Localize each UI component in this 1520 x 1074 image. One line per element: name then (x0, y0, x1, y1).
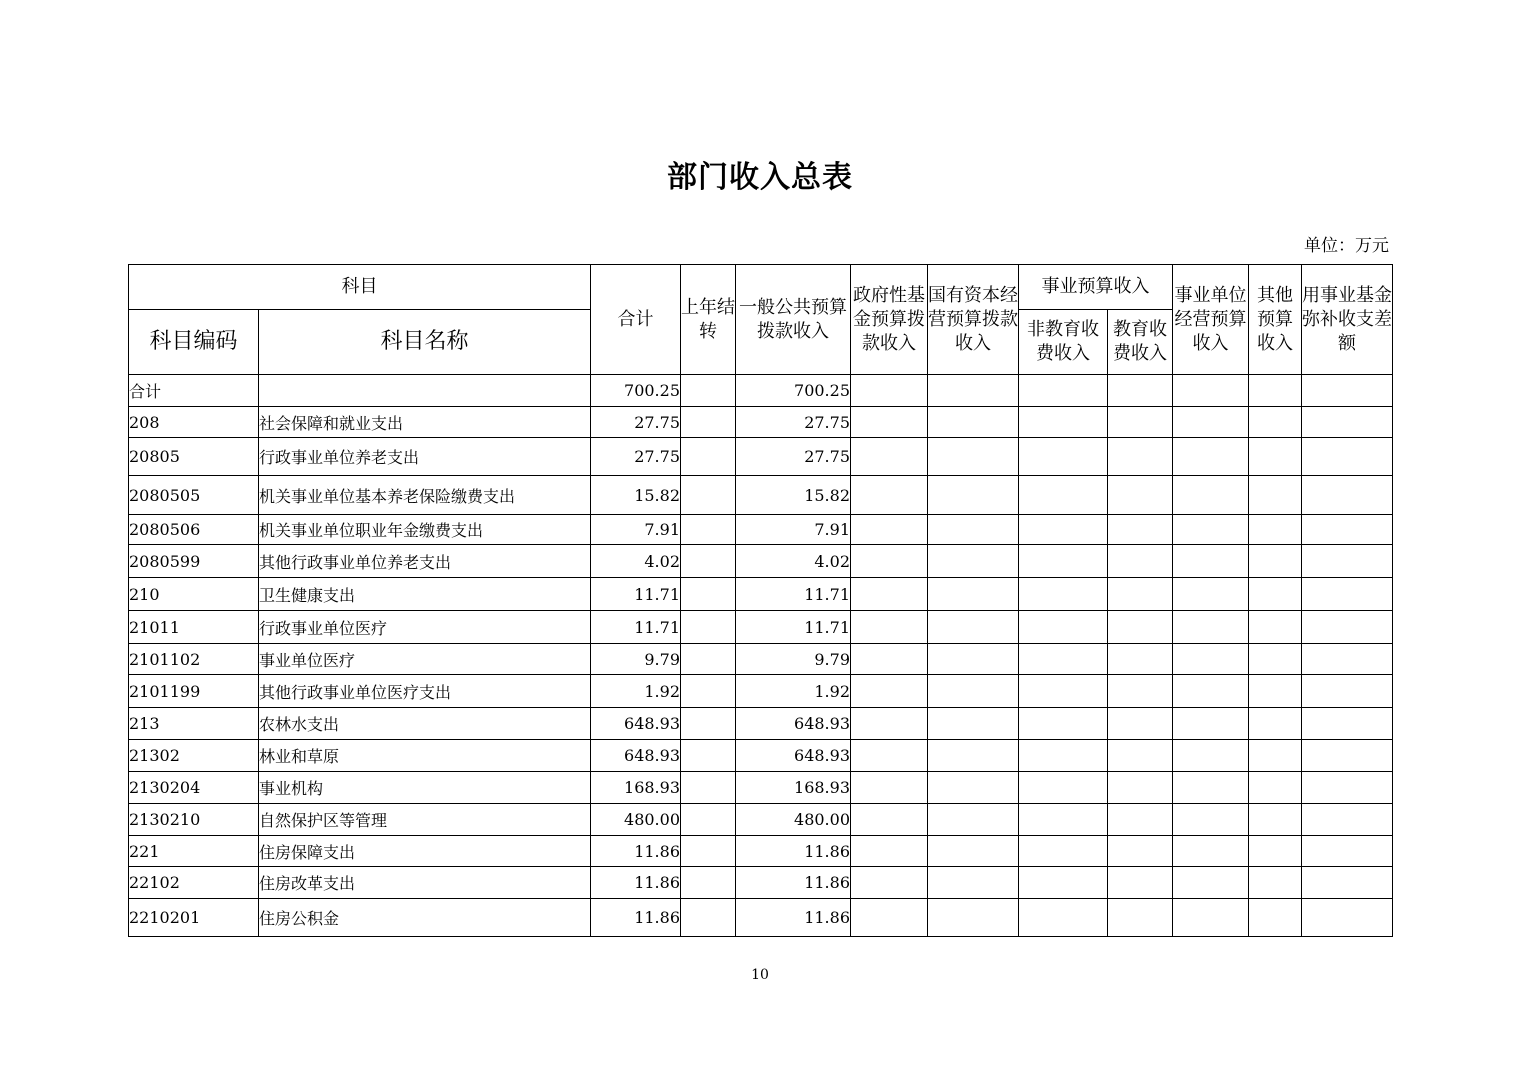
cell-state-capital (928, 899, 1019, 937)
cell-edu (1108, 899, 1173, 937)
cell-state-capital (928, 407, 1019, 438)
cell-name: 机关事业单位职业年金缴费支出 (259, 515, 591, 545)
cell-total: 11.86 (591, 899, 681, 937)
cell-operation (1173, 515, 1249, 545)
table-row (129, 476, 1393, 515)
cell-state-capital (928, 611, 1019, 644)
cell-code: 2080506 (129, 515, 259, 545)
cell-code: 221 (129, 836, 259, 867)
cell-general: 648.93 (736, 740, 851, 772)
cell-edu (1108, 545, 1173, 578)
cell-other (1249, 899, 1302, 937)
table-row (129, 611, 1393, 644)
header-state-capital: 国有资本经营预算拨款收入 (928, 265, 1019, 375)
cell-general: 168.93 (736, 772, 851, 804)
cell-carryover (681, 740, 736, 772)
cell-gov-fund (851, 708, 928, 740)
cell-other (1249, 438, 1302, 476)
cell-other (1249, 836, 1302, 867)
cell-non-edu (1019, 836, 1108, 867)
cell-state-capital (928, 675, 1019, 708)
cell-total: 27.75 (591, 438, 681, 476)
cell-carryover (681, 899, 736, 937)
cell-fund-supplement (1302, 675, 1393, 708)
cell-code: 213 (129, 708, 259, 740)
cell-total: 168.93 (591, 772, 681, 804)
cell-operation (1173, 644, 1249, 675)
cell-gov-fund (851, 611, 928, 644)
cell-edu (1108, 867, 1173, 899)
header-operation: 事业单位经营预算收入 (1173, 265, 1249, 375)
cell-state-capital (928, 375, 1019, 407)
header-edu: 教育收费收入 (1108, 310, 1173, 375)
cell-total: 15.82 (591, 476, 681, 515)
cell-other (1249, 708, 1302, 740)
table-row (129, 772, 1393, 804)
table-row (129, 804, 1393, 836)
table-row (129, 836, 1393, 867)
cell-edu (1108, 675, 1173, 708)
header-subject: 科目 (129, 265, 591, 310)
cell-carryover (681, 375, 736, 407)
cell-fund-supplement (1302, 476, 1393, 515)
header-fund-supplement: 用事业基金弥补收支差额 (1302, 265, 1393, 375)
cell-edu (1108, 804, 1173, 836)
table-row (129, 644, 1393, 675)
header-code: 科目编码 (129, 310, 259, 375)
cell-non-edu (1019, 644, 1108, 675)
cell-general: 11.71 (736, 578, 851, 611)
cell-non-edu (1019, 772, 1108, 804)
cell-gov-fund (851, 740, 928, 772)
cell-total: 700.25 (591, 375, 681, 407)
cell-carryover (681, 836, 736, 867)
cell-edu (1108, 438, 1173, 476)
cell-edu (1108, 515, 1173, 545)
cell-fund-supplement (1302, 899, 1393, 937)
cell-fund-supplement (1302, 438, 1393, 476)
cell-operation (1173, 675, 1249, 708)
table-row (129, 740, 1393, 772)
cell-other (1249, 804, 1302, 836)
cell-name: 住房改革支出 (259, 867, 591, 899)
cell-edu (1108, 578, 1173, 611)
cell-non-edu (1019, 438, 1108, 476)
cell-general: 11.71 (736, 611, 851, 644)
header-career-budget: 事业预算收入 (1019, 265, 1173, 310)
cell-name: 事业单位医疗 (259, 644, 591, 675)
cell-operation (1173, 545, 1249, 578)
cell-fund-supplement (1302, 515, 1393, 545)
cell-non-edu (1019, 899, 1108, 937)
cell-gov-fund (851, 578, 928, 611)
table-row (129, 407, 1393, 438)
cell-edu (1108, 375, 1173, 407)
cell-state-capital (928, 836, 1019, 867)
cell-other (1249, 515, 1302, 545)
cell-edu (1108, 644, 1173, 675)
cell-other (1249, 644, 1302, 675)
cell-code: 合计 (129, 375, 259, 407)
cell-gov-fund (851, 545, 928, 578)
cell-state-capital (928, 708, 1019, 740)
cell-name: 自然保护区等管理 (259, 804, 591, 836)
cell-total: 480.00 (591, 804, 681, 836)
cell-name: 行政事业单位医疗 (259, 611, 591, 644)
cell-state-capital (928, 740, 1019, 772)
cell-fund-supplement (1302, 611, 1393, 644)
cell-operation (1173, 578, 1249, 611)
cell-operation (1173, 438, 1249, 476)
cell-fund-supplement (1302, 772, 1393, 804)
cell-code: 2130204 (129, 772, 259, 804)
cell-name: 住房公积金 (259, 899, 591, 937)
cell-state-capital (928, 476, 1019, 515)
cell-general: 648.93 (736, 708, 851, 740)
cell-carryover (681, 675, 736, 708)
cell-general: 27.75 (736, 438, 851, 476)
cell-general: 7.91 (736, 515, 851, 545)
cell-non-edu (1019, 545, 1108, 578)
cell-state-capital (928, 578, 1019, 611)
cell-operation (1173, 611, 1249, 644)
header-gov-fund: 政府性基金预算拨款收入 (851, 265, 928, 375)
cell-carryover (681, 578, 736, 611)
cell-general: 11.86 (736, 836, 851, 867)
cell-operation (1173, 867, 1249, 899)
cell-edu (1108, 611, 1173, 644)
cell-fund-supplement (1302, 867, 1393, 899)
cell-carryover (681, 545, 736, 578)
cell-state-capital (928, 438, 1019, 476)
cell-operation (1173, 772, 1249, 804)
cell-code: 2101199 (129, 675, 259, 708)
cell-gov-fund (851, 375, 928, 407)
cell-operation (1173, 476, 1249, 515)
cell-edu (1108, 708, 1173, 740)
cell-fund-supplement (1302, 578, 1393, 611)
cell-operation (1173, 740, 1249, 772)
cell-other (1249, 740, 1302, 772)
cell-code: 21302 (129, 740, 259, 772)
cell-edu (1108, 836, 1173, 867)
cell-general: 27.75 (736, 407, 851, 438)
header-total: 合计 (591, 265, 681, 375)
cell-gov-fund (851, 804, 928, 836)
header-carryover: 上年结转 (681, 265, 736, 375)
cell-general: 1.92 (736, 675, 851, 708)
cell-name: 林业和草原 (259, 740, 591, 772)
cell-gov-fund (851, 867, 928, 899)
cell-non-edu (1019, 407, 1108, 438)
cell-gov-fund (851, 772, 928, 804)
cell-total: 4.02 (591, 545, 681, 578)
cell-total: 648.93 (591, 740, 681, 772)
cell-edu (1108, 476, 1173, 515)
cell-code: 21011 (129, 611, 259, 644)
cell-name (259, 375, 591, 407)
cell-general: 4.02 (736, 545, 851, 578)
cell-operation (1173, 804, 1249, 836)
cell-total: 27.75 (591, 407, 681, 438)
page-title: 部门收入总表 (667, 160, 853, 195)
cell-non-edu (1019, 708, 1108, 740)
cell-fund-supplement (1302, 644, 1393, 675)
cell-total: 9.79 (591, 644, 681, 675)
cell-gov-fund (851, 476, 928, 515)
cell-fund-supplement (1302, 836, 1393, 867)
cell-general: 9.79 (736, 644, 851, 675)
cell-code: 2130210 (129, 804, 259, 836)
table-row (129, 675, 1393, 708)
cell-edu (1108, 740, 1173, 772)
cell-name: 行政事业单位养老支出 (259, 438, 591, 476)
cell-code: 22102 (129, 867, 259, 899)
cell-non-edu (1019, 515, 1108, 545)
cell-carryover (681, 407, 736, 438)
cell-carryover (681, 772, 736, 804)
income-summary-table (128, 264, 1393, 937)
cell-carryover (681, 438, 736, 476)
table-row (129, 899, 1393, 937)
cell-code: 2101102 (129, 644, 259, 675)
cell-name: 事业机构 (259, 772, 591, 804)
cell-state-capital (928, 644, 1019, 675)
cell-code: 2080599 (129, 545, 259, 578)
cell-general: 15.82 (736, 476, 851, 515)
cell-gov-fund (851, 407, 928, 438)
cell-other (1249, 578, 1302, 611)
header-non-edu: 非教育收费收入 (1019, 310, 1108, 375)
cell-code: 2080505 (129, 476, 259, 515)
cell-state-capital (928, 804, 1019, 836)
cell-state-capital (928, 772, 1019, 804)
cell-gov-fund (851, 899, 928, 937)
cell-general: 11.86 (736, 867, 851, 899)
table-header (129, 265, 1393, 375)
unit-label: 单位：万元 (1304, 236, 1389, 256)
cell-non-edu (1019, 804, 1108, 836)
cell-state-capital (928, 545, 1019, 578)
cell-gov-fund (851, 836, 928, 867)
cell-name: 农林水支出 (259, 708, 591, 740)
cell-operation (1173, 407, 1249, 438)
cell-code: 208 (129, 407, 259, 438)
header-name: 科目名称 (259, 310, 591, 375)
cell-fund-supplement (1302, 545, 1393, 578)
header-other: 其他预算收入 (1249, 265, 1302, 375)
cell-other (1249, 772, 1302, 804)
cell-other (1249, 611, 1302, 644)
cell-code: 20805 (129, 438, 259, 476)
table-body (129, 375, 1393, 937)
cell-total: 11.86 (591, 867, 681, 899)
cell-other (1249, 675, 1302, 708)
cell-carryover (681, 804, 736, 836)
cell-total: 11.71 (591, 611, 681, 644)
cell-other (1249, 375, 1302, 407)
cell-gov-fund (851, 644, 928, 675)
cell-fund-supplement (1302, 708, 1393, 740)
cell-non-edu (1019, 375, 1108, 407)
cell-state-capital (928, 515, 1019, 545)
cell-edu (1108, 407, 1173, 438)
cell-fund-supplement (1302, 407, 1393, 438)
cell-name: 卫生健康支出 (259, 578, 591, 611)
cell-name: 其他行政事业单位养老支出 (259, 545, 591, 578)
cell-fund-supplement (1302, 804, 1393, 836)
cell-total: 11.86 (591, 836, 681, 867)
cell-other (1249, 407, 1302, 438)
cell-non-edu (1019, 476, 1108, 515)
cell-gov-fund (851, 438, 928, 476)
table-row (129, 545, 1393, 578)
table-row (129, 867, 1393, 899)
cell-non-edu (1019, 675, 1108, 708)
cell-carryover (681, 644, 736, 675)
cell-carryover (681, 611, 736, 644)
cell-gov-fund (851, 515, 928, 545)
cell-name: 机关事业单位基本养老保险缴费支出 (259, 476, 591, 515)
cell-general: 480.00 (736, 804, 851, 836)
table-row (129, 515, 1393, 545)
cell-other (1249, 545, 1302, 578)
page-number: 10 (751, 967, 769, 983)
cell-fund-supplement (1302, 740, 1393, 772)
cell-operation (1173, 899, 1249, 937)
cell-name: 其他行政事业单位医疗支出 (259, 675, 591, 708)
header-general-budget: 一般公共预算拨款收入 (736, 265, 851, 375)
cell-other (1249, 476, 1302, 515)
cell-gov-fund (851, 675, 928, 708)
cell-total: 7.91 (591, 515, 681, 545)
cell-total: 1.92 (591, 675, 681, 708)
cell-fund-supplement (1302, 375, 1393, 407)
table-row (129, 578, 1393, 611)
cell-other (1249, 867, 1302, 899)
cell-non-edu (1019, 578, 1108, 611)
cell-operation (1173, 836, 1249, 867)
cell-name: 社会保障和就业支出 (259, 407, 591, 438)
cell-carryover (681, 708, 736, 740)
cell-carryover (681, 867, 736, 899)
cell-name: 住房保障支出 (259, 836, 591, 867)
cell-non-edu (1019, 867, 1108, 899)
cell-operation (1173, 375, 1249, 407)
cell-general: 11.86 (736, 899, 851, 937)
cell-code: 210 (129, 578, 259, 611)
cell-carryover (681, 476, 736, 515)
cell-state-capital (928, 867, 1019, 899)
cell-general: 700.25 (736, 375, 851, 407)
cell-non-edu (1019, 611, 1108, 644)
table-row (129, 375, 1393, 407)
cell-edu (1108, 772, 1173, 804)
cell-total: 11.71 (591, 578, 681, 611)
cell-carryover (681, 515, 736, 545)
cell-code: 2210201 (129, 899, 259, 937)
cell-non-edu (1019, 740, 1108, 772)
table-row (129, 708, 1393, 740)
cell-operation (1173, 708, 1249, 740)
table-row (129, 438, 1393, 476)
cell-total: 648.93 (591, 708, 681, 740)
